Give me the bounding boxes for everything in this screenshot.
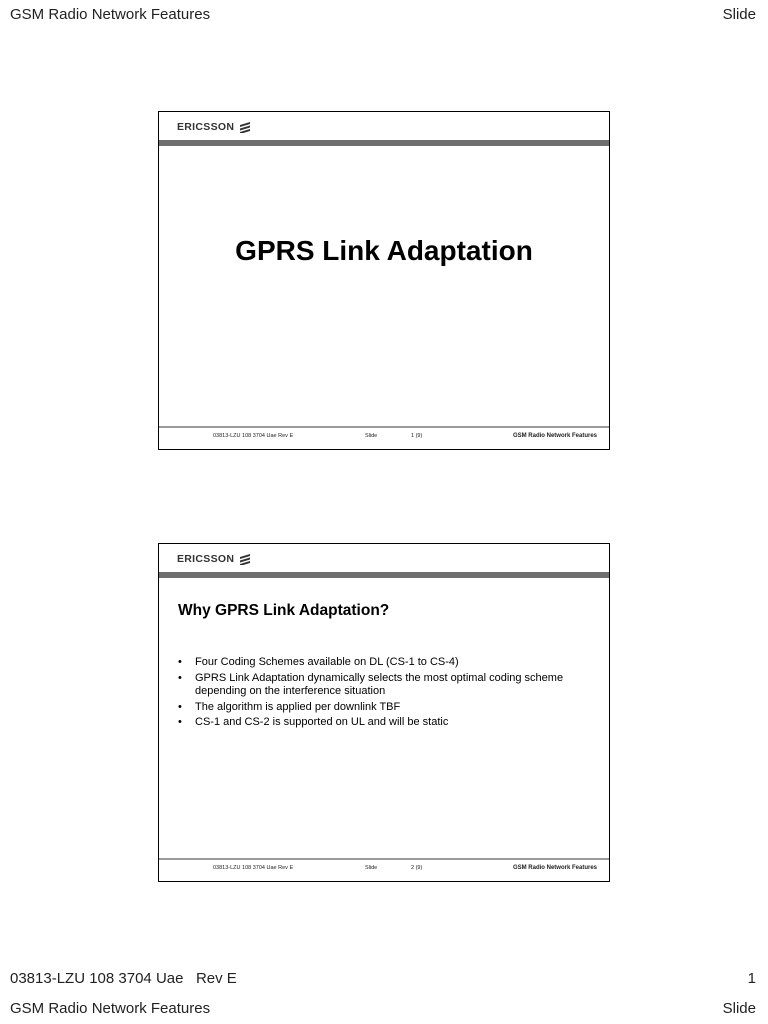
ericsson-logo [177, 553, 251, 565]
bullet-item: • CS-1 and CS-2 is supported on UL and will be static [176, 716, 596, 730]
ericsson-stripes-icon [239, 121, 251, 133]
page-footer-title: GSM Radio Network Features [10, 1000, 211, 1017]
logo-text: ERICSSON [177, 121, 235, 133]
ericsson-logo [177, 121, 251, 133]
slide-footer-feature: GSM Radio Network Features [512, 865, 597, 871]
slide-footer [159, 865, 609, 875]
slide-footer [159, 433, 609, 443]
bullet-list [176, 656, 596, 732]
slide-2 [158, 543, 610, 882]
logo-text: ERICSSON [177, 553, 235, 565]
bullet-item: • GPRS Link Adaptation dynamically selects the most optimal coding scheme depending on the interference situation [176, 672, 596, 699]
slide-top-bar [159, 572, 609, 578]
page-header-title: GSM Radio Network Features [10, 6, 211, 23]
slide-footer-number: 1 (9) [411, 433, 423, 439]
page-footer-label: Slide [722, 1000, 756, 1017]
slide-top-bar [159, 140, 609, 146]
slide-title: GPRS Link Adaptation [235, 235, 533, 266]
slide-bottom-rule [159, 426, 609, 428]
bullet-item: • Four Coding Schemes available on DL (CS-1 to CS-4) [176, 656, 596, 670]
page-footer-title-row [10, 1000, 756, 1017]
slide-footer-label: Slide [365, 865, 378, 871]
slide-title: Why GPRS Link Adaptation? [178, 602, 390, 619]
page-footer-doc: 03813-LZU 108 3704 Uae Rev E [10, 970, 237, 987]
ericsson-stripes-icon [239, 553, 251, 565]
page-header [10, 6, 756, 23]
bullet-item: • The algorithm is applied per downlink TBF [176, 701, 596, 715]
slide-footer-number: 2 (9) [411, 865, 423, 871]
page-header-label: Slide [722, 6, 756, 23]
slide-footer-doc: 03813-LZU 108 3704 Uae Rev E [213, 433, 294, 439]
slide-footer-feature: GSM Radio Network Features [512, 433, 597, 439]
slide-1 [158, 111, 610, 450]
slide-bottom-rule [159, 858, 609, 860]
slide-footer-doc: 03813-LZU 108 3704 Uae Rev E [213, 865, 294, 871]
slide-footer-label: Slide [365, 433, 378, 439]
page-number: 1 [747, 970, 756, 987]
page-footer-doc-row [10, 970, 756, 987]
